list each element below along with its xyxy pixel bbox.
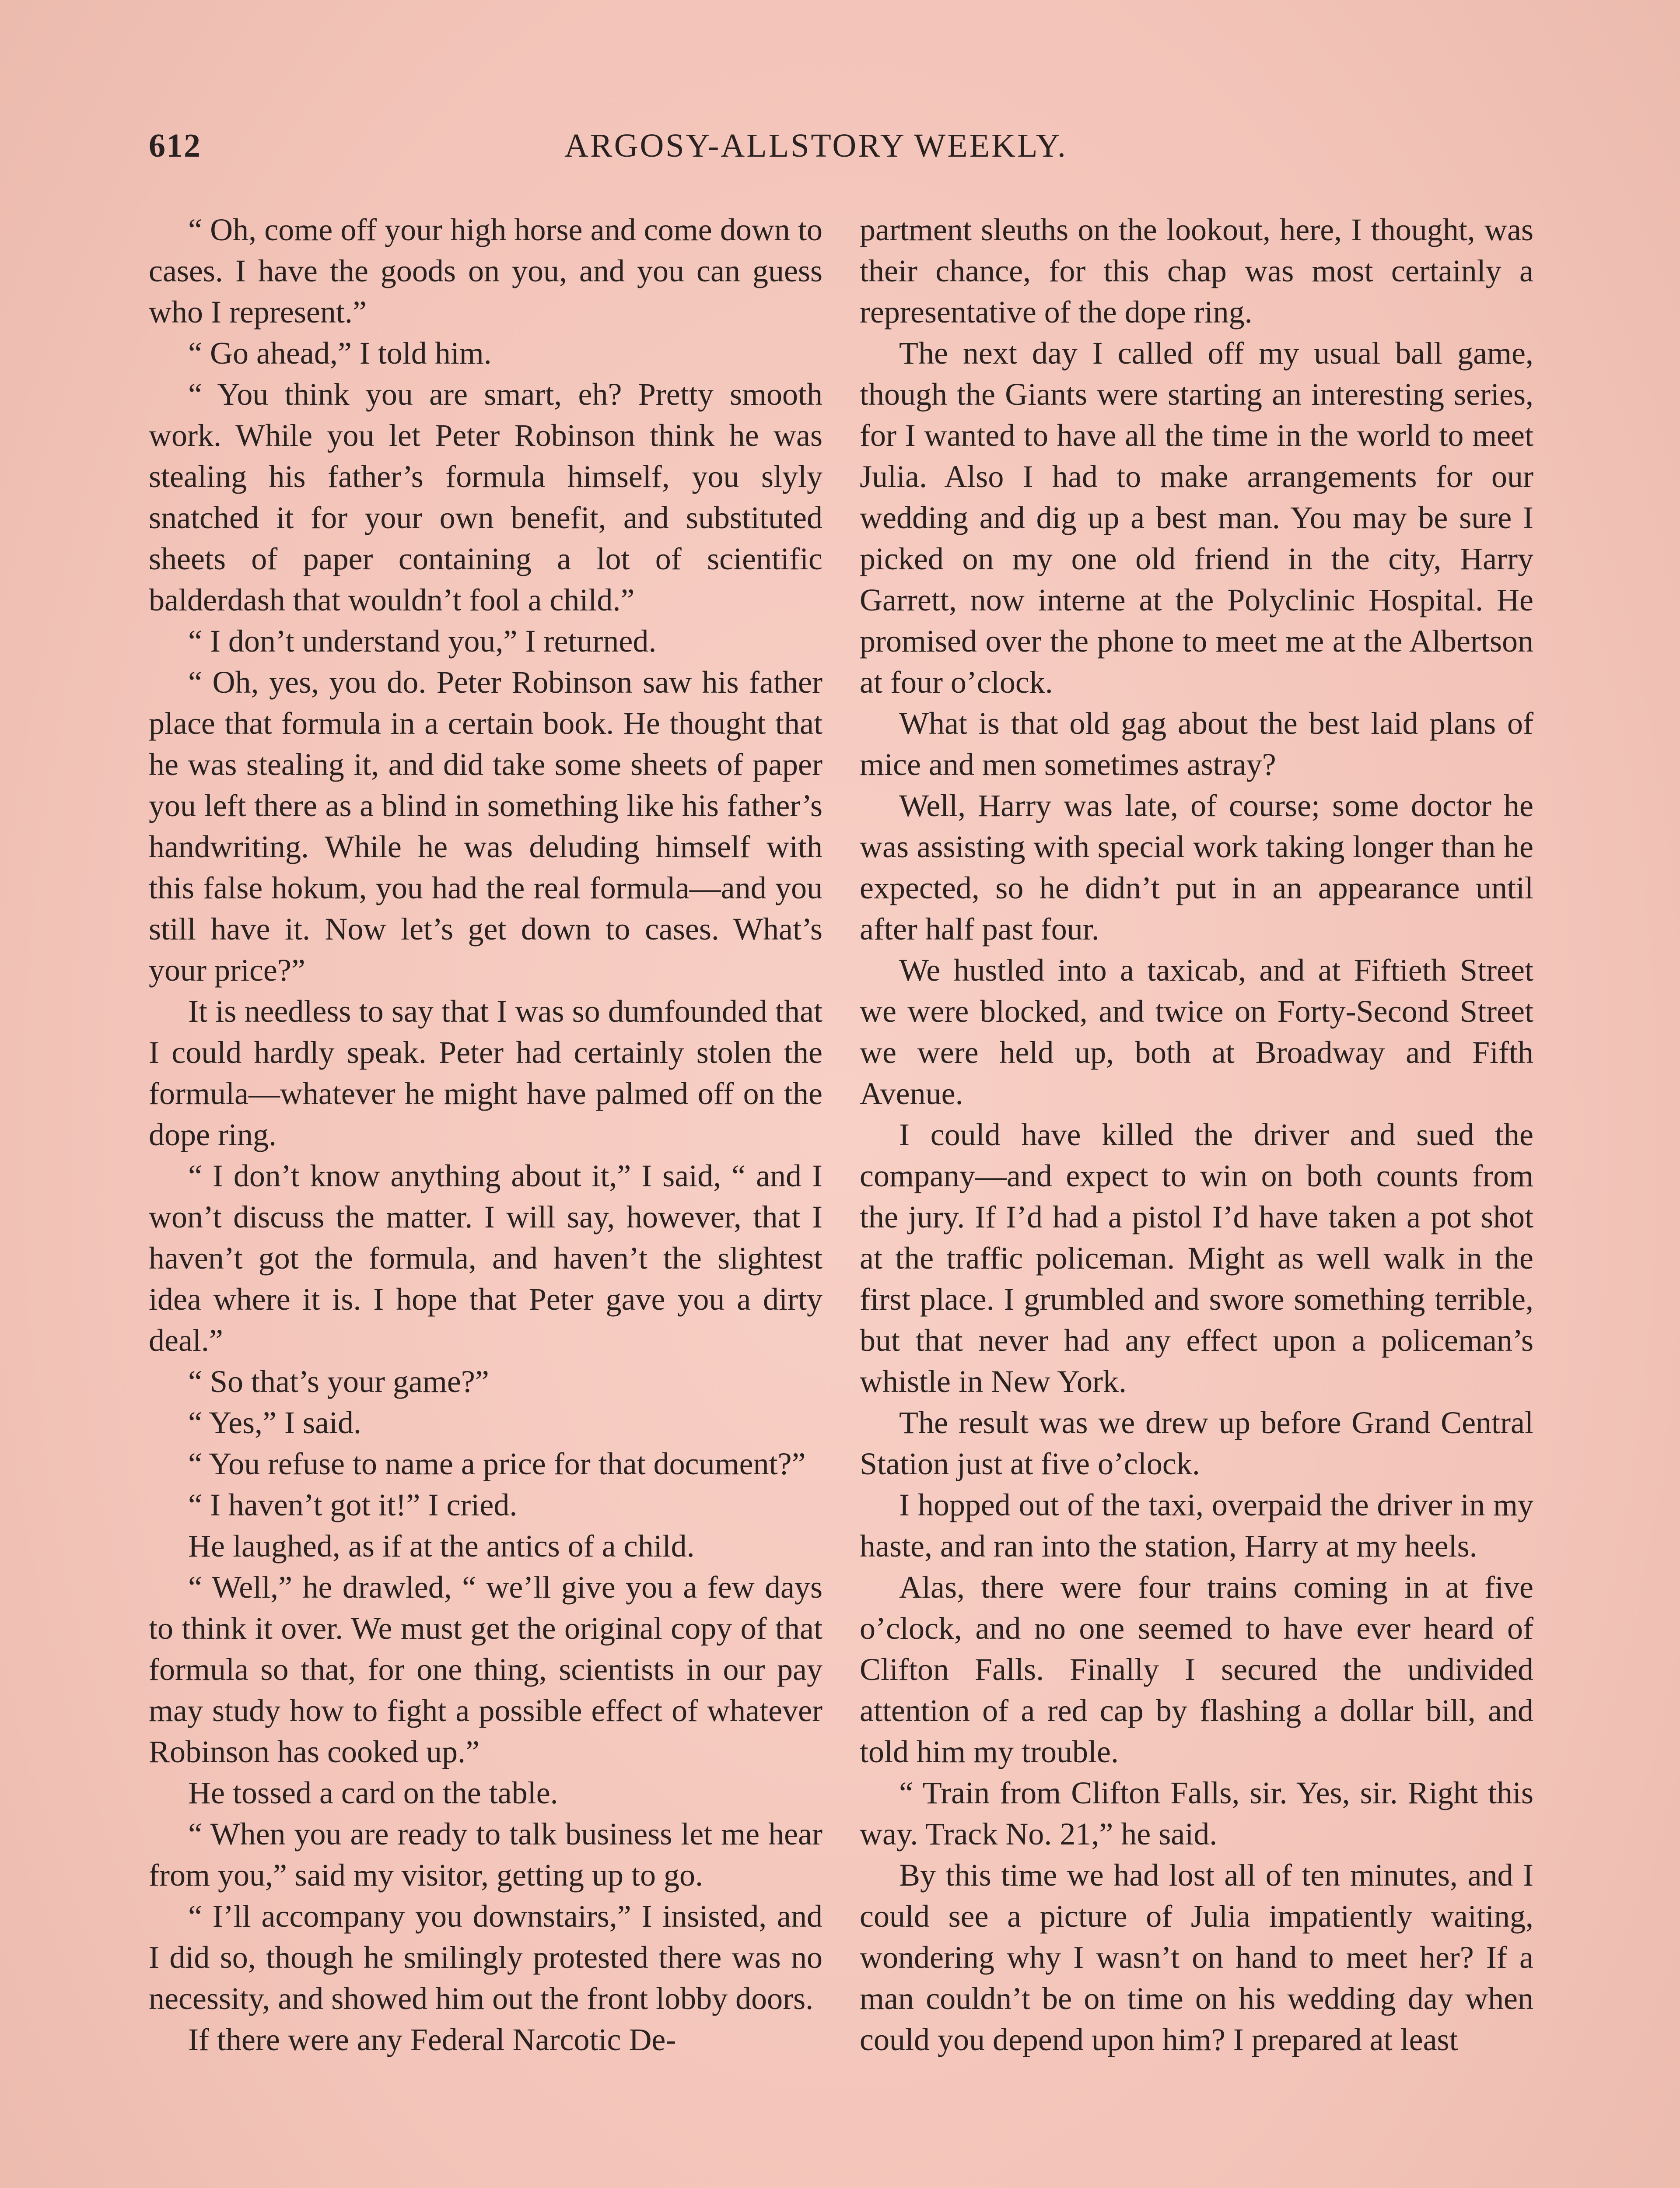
paragraph: He laughed, as if at the antics of a child. [188,1529,695,1564]
paragraph: I hopped out of the taxi, overpaid the driver in my haste, and ran into the station, Harry at my heels. [860,1487,1533,1564]
paragraph: What is that old gag about the best laid plans of mice and men sometimes astray? [860,706,1533,782]
paragraph: Alas, there were four trains coming in at five o’clock, and no one seemed to have ever heard of Clifton Falls. Finally I secured the undivided attention of a red cap by flashing a dollar bill, and told him my trouble. [860,1570,1533,1769]
paragraph: “ You think you are smart, eh? Pretty smooth work. While you let Peter Robinson think he was stealing his father’s formula himself, you slyly snatched it for your own benefit, and substituted sheets of paper containing a lot of scientific balderdash that wouldn’t fool a child.” [149,377,822,617]
paragraph: We hustled into a taxicab, and at Fiftieth Street we were blocked, and twice on Forty-Second Street we were held up, both at Broadway and Fifth Avenue. [860,953,1533,1111]
paragraph: The next day I called off my usual ball game, though the Giants were starting an interesting series, for I wanted to have all the time in the world to meet Julia. Also I had to make arrangements for our wedding and dig up a best man. You may be sure I picked on my one old friend in the city, Harry Garrett, now interne at the Polyclinic Hospital. He promised over the phone to meet me at the Albertson at four o’clock. [860,336,1533,700]
paragraph-continuation: partment sleuths on the lookout, here, I thought, was their chance, for this chap was most certainly a representative of the dope ring. [860,212,1533,330]
paragraph: “ Train from Clifton Falls, sir. Yes, sir. Right this way. Track No. 21,” he said. [860,1775,1533,1851]
paragraph: “ Well,” he drawled, “ we’ll give you a few days to think it over. We must get the original copy of that formula so that, for one thing, scientists in our pay may study how to fight a possible effect of whatever Robinson has cooked up.” [149,1570,822,1769]
paragraph: If there were any Federal Narcotic De- [188,2022,676,2057]
paragraph: “ I don’t know anything about it,” I said, “ and I won’t discuss the matter. I will say, however, that I haven’t got the formula, and haven’t the slightest idea where it is. I hope that Peter gave you a dirty deal.” [149,1158,822,1358]
paragraph: “ You refuse to name a price for that document?” [188,1446,806,1481]
paragraph: “ I’ll accompany you downstairs,” I insisted, and I did so, though he smilingly protested there was no necessity, and showed him out the front lobby doors. [149,1899,822,2016]
paragraph: “ Go ahead,” I told him. [188,336,492,371]
paragraph: I could have killed the driver and sued the company—and expect to win on both counts from the jury. If I’d had a pistol I’d have taken a pot shot at the traffic policeman. Might as well walk in the first place. I grumbled and swore something terrible, but that never had any effect upon a policeman’s whistle in New York. [860,1117,1533,1399]
page-header [149,127,1531,184]
paragraph: By this time we had lost all of ten minutes, and I could see a picture of Julia impatiently waiting, wondering why I wasn’t on hand to meet her? If a man couldn’t be on time on his wedding day when could you depend upon him? I prepared at least [860,1858,1533,2057]
paragraph: “ Yes,” I said. [188,1405,361,1440]
running-title: ARGOSY-ALLSTORY WEEKLY. [564,127,1068,164]
left-column [149,209,822,2060]
paragraph: “ I haven’t got it!” I cried. [188,1487,518,1522]
paragraph: The result was we drew up before Grand Central Station just at five o’clock. [860,1405,1533,1481]
paragraph: It is needless to say that I was so dumfounded that I could hardly speak. Peter had certainly stolen the formula—whatever he might have palmed off on the dope ring. [149,994,822,1152]
paragraph: “ I don’t understand you,” I returned. [188,624,657,659]
paragraph: “ Oh, yes, you do. Peter Robinson saw his father place that formula in a certain book. He thought that he was stealing it, and did take some sheets of paper you left there as a blind in something like his father’s handwriting. While he was deluding himself with this false hokum, you had the real formula—and you still have it. Now let’s get down to cases. What’s your price?” [149,665,822,988]
right-column [860,209,1533,2060]
paragraph: Well, Harry was late, of course; some doctor he was assisting with special work taking longer than he expected, so he didn’t put in an appearance until after half past four. [860,788,1533,947]
page-number: 612 [149,127,201,164]
paragraph: He tossed a card on the table. [188,1775,558,1810]
paragraph: “ So that’s your game?” [188,1364,489,1399]
paragraph: “ Oh, come off your high horse and come down to cases. I have the goods on you, and you can guess who I represent.” [149,212,822,330]
paragraph: “ When you are ready to talk business let me hear from you,” said my visitor, getting up to go. [149,1816,822,1893]
